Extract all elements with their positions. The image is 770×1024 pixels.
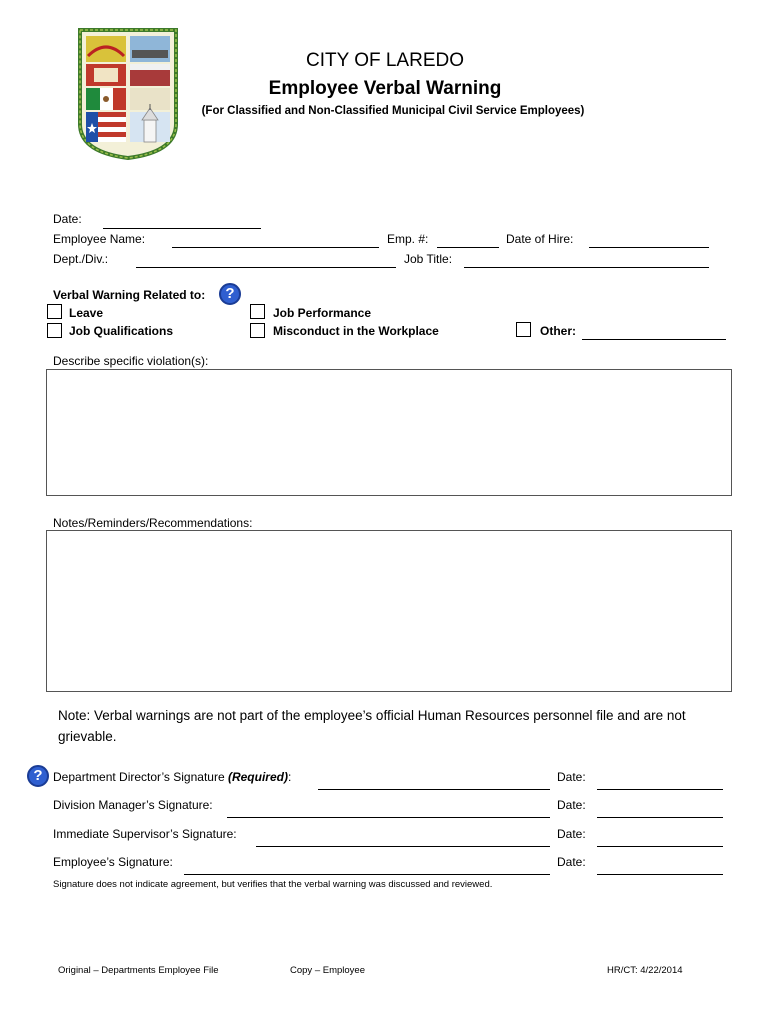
misconduct-checkbox[interactable]: [250, 323, 265, 338]
job-performance-label: Job Performance: [273, 306, 372, 320]
director-signature-underline: [318, 789, 550, 790]
warning-related-heading: Verbal Warning Related to:: [53, 288, 206, 302]
emp-number-underline: [437, 247, 499, 248]
signature-help-icon[interactable]: ?: [27, 765, 49, 787]
employee-name-underline: [172, 247, 379, 248]
employee-name-label: Employee Name:: [53, 232, 146, 246]
employee-date-underline: [597, 874, 723, 875]
job-title-field[interactable]: [466, 249, 707, 267]
division-manager-date-label: Date:: [557, 798, 586, 812]
supervisor-date-underline: [597, 846, 723, 847]
director-date-label: Date:: [557, 770, 586, 784]
date-of-hire-field[interactable]: [591, 229, 707, 247]
other-field[interactable]: [584, 321, 724, 339]
date-label: Date:: [53, 212, 82, 226]
help-icon[interactable]: ?: [219, 283, 241, 305]
employee-name-field[interactable]: [174, 229, 377, 247]
employee-signature-field[interactable]: [186, 856, 548, 874]
notes-textarea[interactable]: [46, 530, 732, 692]
date-of-hire-underline: [589, 247, 709, 248]
director-date-underline: [597, 789, 723, 790]
city-name: CITY OF LAREDO: [305, 50, 464, 71]
supervisor-signature-field[interactable]: [258, 828, 548, 846]
division-manager-signature-underline: [227, 817, 550, 818]
notes-label: Notes/Reminders/Recommendations:: [53, 516, 253, 530]
director-date-field[interactable]: [599, 771, 721, 789]
division-manager-signature-field[interactable]: [229, 799, 548, 817]
date-field[interactable]: [105, 210, 259, 228]
other-checkbox[interactable]: [516, 322, 531, 337]
footer-original: Original – Departments Employee File: [58, 965, 219, 976]
leave-label: Leave: [69, 306, 104, 320]
job-title-underline: [464, 267, 709, 268]
job-qualifications-checkbox[interactable]: [47, 323, 62, 338]
dept-div-field[interactable]: [138, 249, 394, 267]
verbal-warning-note: Note: Verbal warnings are not part of the employee’s official Human Resources personnel file and are not grievable.: [58, 708, 686, 744]
form-subtitle: (For Classified and Non-Classified Municipal Civil Service Employees): [201, 105, 585, 117]
director-signature-label: [53, 770, 291, 784]
director-colon: :: [287, 770, 292, 784]
required-marker: (Required): [227, 770, 288, 784]
form-title: Employee Verbal Warning: [268, 78, 502, 99]
date-of-hire-label: Date of Hire:: [506, 232, 574, 246]
employee-date-label: Date:: [557, 855, 586, 869]
supervisor-signature-label: Immediate Supervisor’s Signature:: [53, 827, 237, 841]
employee-signature-underline: [184, 874, 550, 875]
supervisor-signature-underline: [256, 846, 550, 847]
dept-div-underline: [136, 267, 396, 268]
misconduct-label: Misconduct in the Workplace: [273, 324, 439, 338]
other-label: Other:: [540, 324, 576, 338]
violations-textarea[interactable]: [46, 369, 732, 496]
division-manager-date-underline: [597, 817, 723, 818]
job-title-label: Job Title:: [404, 252, 453, 266]
job-performance-checkbox[interactable]: [250, 304, 265, 319]
division-manager-date-field[interactable]: [599, 799, 721, 817]
job-qualifications-label: Job Qualifications: [69, 324, 174, 338]
signature-disclaimer: Signature does not indicate agreement, but verifies that the verbal warning was discussed and reviewed.: [53, 879, 493, 890]
violations-label: Describe specific violation(s):: [53, 354, 209, 368]
director-signature-text: Department Director’s Signature: [53, 770, 228, 784]
division-manager-signature-label: Division Manager’s Signature:: [53, 798, 213, 812]
leave-checkbox[interactable]: [47, 304, 62, 319]
dept-div-label: Dept./Div.:: [53, 252, 109, 266]
footer-copy: Copy – Employee: [290, 965, 365, 976]
employee-signature-label: Employee’s Signature:: [53, 855, 173, 869]
emp-number-label: Emp. #:: [387, 232, 429, 246]
other-underline: [582, 339, 726, 340]
employee-date-field[interactable]: [599, 856, 721, 874]
supervisor-date-field[interactable]: [599, 828, 721, 846]
footer-revision: HR/CT: 4/22/2014: [607, 965, 683, 976]
emp-number-field[interactable]: [439, 229, 497, 247]
director-signature-field[interactable]: [320, 771, 548, 789]
supervisor-date-label: Date:: [557, 827, 586, 841]
